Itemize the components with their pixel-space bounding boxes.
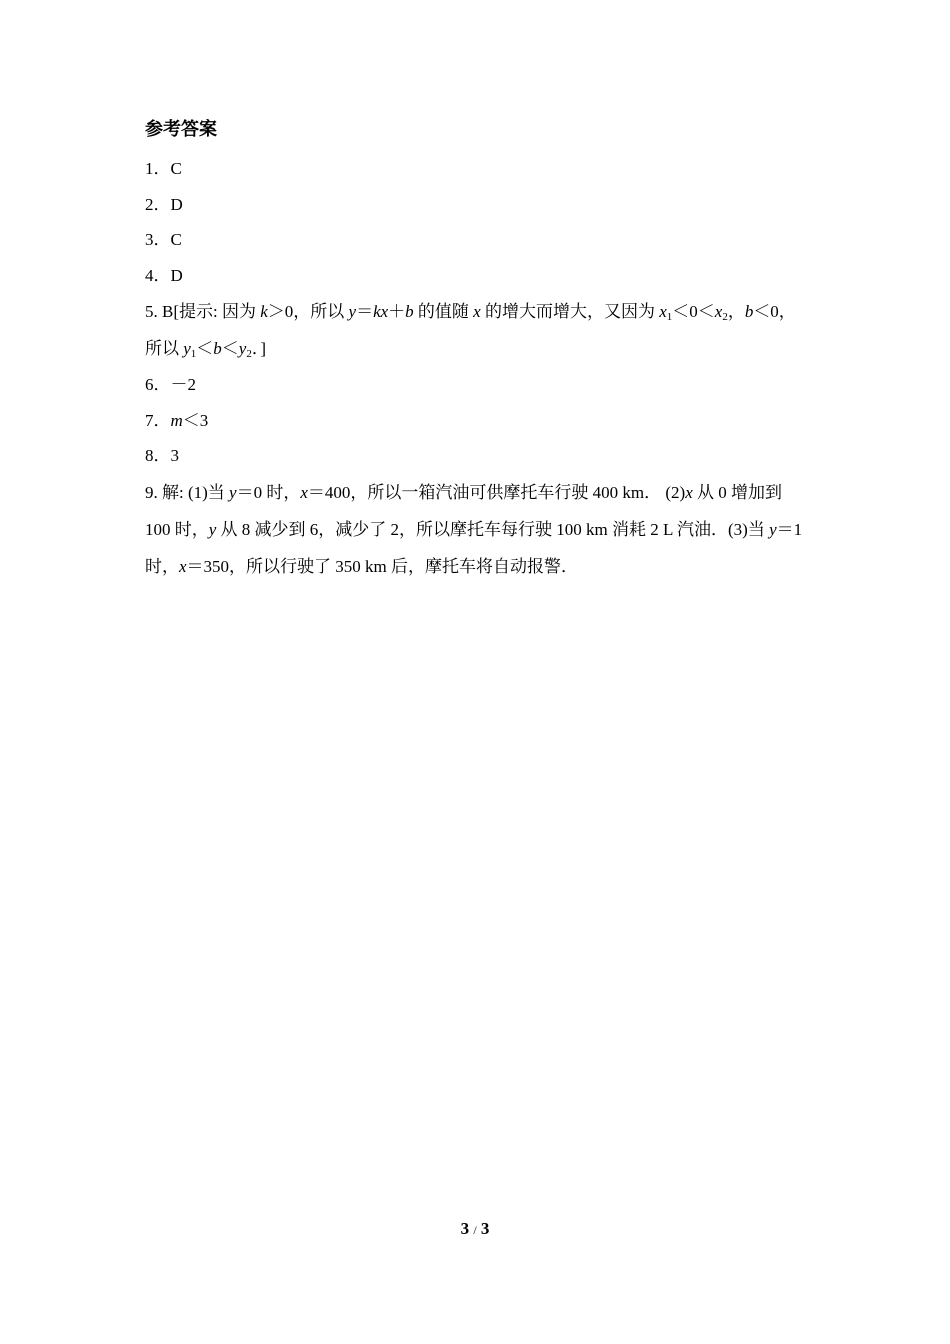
- a9-s3: ＝400，所以一箱汽油可供摩托车行驶 400 km． (2): [307, 482, 686, 502]
- answer-7: [145, 403, 810, 439]
- a7-m: m: [170, 410, 183, 430]
- a5-y1-sub: 1: [190, 348, 197, 360]
- a5-b2: b: [744, 302, 754, 321]
- a5-x1-sub: 1: [666, 311, 673, 323]
- a9-y-b: y: [208, 519, 217, 539]
- a5-x2: x: [714, 302, 723, 321]
- a5-t8: ＜0，所以: [145, 302, 796, 358]
- a9-s7: ＝350，所以行驶了 350 km 后，摩托车将自动报警．: [186, 556, 579, 576]
- a7-num: 7．: [145, 410, 171, 430]
- a5-k: k: [260, 302, 268, 321]
- answer-section: [145, 116, 810, 585]
- a5-t7: ，: [727, 302, 745, 321]
- a5-x: x: [473, 302, 481, 321]
- answer-1: 1．C: [145, 159, 182, 178]
- a5-y2: y: [238, 339, 247, 358]
- answer-9: [145, 474, 810, 585]
- answer-8: 8．3: [145, 446, 179, 465]
- a5-t2: ＝: [356, 302, 374, 321]
- page-number: [0, 1218, 950, 1241]
- a9-s5: 从 8 减少到 6，减少了 2，所以摩托车每行驶 100 km 消耗 2 L 汽油．(3)当: [216, 519, 770, 539]
- a5-t4: 的值随: [413, 302, 474, 321]
- a9-s1: 9. 解: (1)当: [145, 482, 230, 502]
- a5-t3: ＋: [388, 302, 406, 321]
- answer-5: [145, 293, 810, 367]
- answer-4: 4．D: [145, 265, 183, 285]
- a9-s6: ＝1 时，: [145, 519, 803, 576]
- a5-b3: b: [213, 339, 222, 358]
- a5-b: b: [405, 302, 414, 321]
- a5-prefix: 5. B[提示: 因为: [145, 302, 261, 321]
- page-separator: /: [473, 1223, 477, 1237]
- answer-3: 3．C: [145, 230, 182, 249]
- a5-y1: y: [183, 339, 191, 358]
- page-total: 3: [480, 1219, 490, 1238]
- a5-t6: ＜0＜: [672, 302, 715, 321]
- a9-x-c: x: [179, 556, 187, 576]
- a5-t1: ＞0，所以: [267, 302, 349, 321]
- a5-kx: kx: [373, 302, 389, 321]
- page-current: 3: [460, 1219, 470, 1238]
- a5-t5: 的增大而增大，又因为: [480, 302, 660, 321]
- a9-x-a: x: [300, 482, 308, 502]
- a5-t9: ＜: [196, 339, 214, 358]
- a5-y2-sub: 2: [246, 348, 252, 360]
- a9-y-a: y: [229, 482, 237, 502]
- a7-rest: ＜3: [182, 410, 209, 430]
- a9-s4: 从 0 增加到 100 时，: [145, 482, 782, 539]
- a5-t10: ＜: [221, 339, 239, 358]
- a5-x1: x: [659, 302, 667, 321]
- answer-2: 2．D: [145, 194, 183, 214]
- a9-y-c: y: [769, 519, 777, 539]
- a9-x-b: x: [685, 482, 693, 502]
- a5-y: y: [348, 302, 357, 321]
- a5-x2-sub: 2: [722, 311, 728, 323]
- answer-6: 6．－2: [145, 375, 196, 394]
- section-heading: 参考答案: [145, 119, 217, 139]
- a5-t11: ．]: [251, 339, 267, 358]
- a9-s2: ＝0 时，: [236, 482, 301, 502]
